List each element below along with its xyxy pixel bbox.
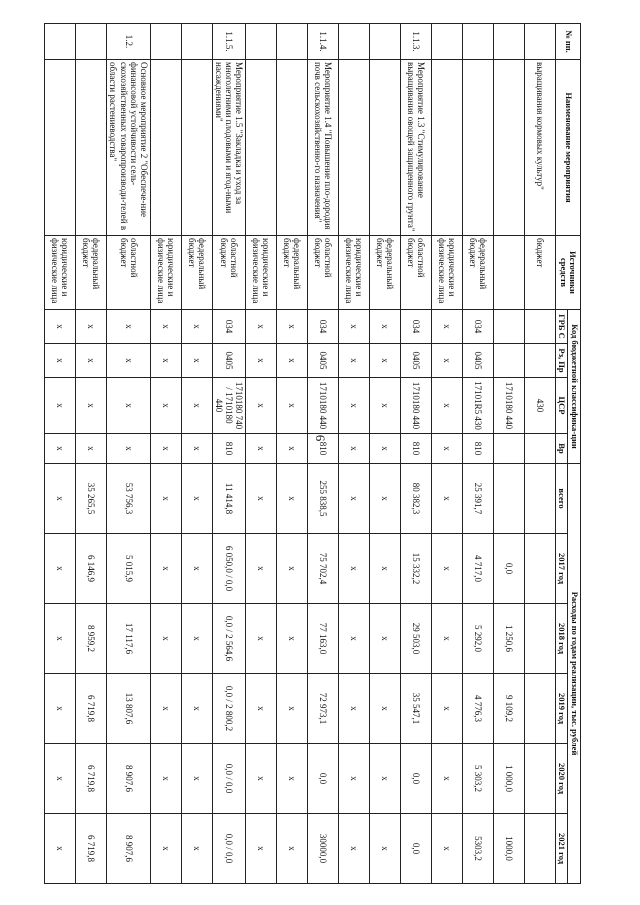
cell-grbs: x — [338, 309, 369, 343]
cell-rzpr: x — [45, 343, 76, 377]
cell-y2021: x — [276, 813, 307, 883]
cell-rzpr: 0405 — [307, 343, 338, 377]
cell-source: федеральный бюджет — [181, 235, 212, 309]
cell-y2020: 5 303,2 — [462, 743, 493, 813]
cell-y2021: x — [338, 813, 369, 883]
cell-csr: 1710180 440 — [400, 377, 431, 433]
cell-total: x — [45, 463, 76, 533]
cell-total: 80 382,3 — [400, 463, 431, 533]
cell-y2017: 6 146,9 — [76, 533, 107, 603]
cell-y2020: x — [338, 743, 369, 813]
table-row — [400, 23, 431, 883]
cell-vr: x — [245, 433, 276, 463]
cell-name — [493, 59, 524, 235]
cell-y2021: x — [181, 813, 212, 883]
cell-y2019: 6 719,8 — [76, 673, 107, 743]
cell-rzpr: x — [245, 343, 276, 377]
cell-grbs: x — [76, 309, 107, 343]
table-row — [338, 23, 369, 883]
cell-csr: x — [76, 377, 107, 433]
header-name: Наименование мероприятия — [555, 59, 580, 235]
cell-name — [45, 59, 76, 235]
cell-y2019: 4 776,3 — [462, 673, 493, 743]
cell-y2019: x — [45, 673, 76, 743]
cell-csr: x — [45, 377, 76, 433]
cell-num — [462, 23, 493, 59]
cell-y2018 — [524, 603, 555, 673]
cell-y2017: x — [276, 533, 307, 603]
header-source: Источники средств — [555, 235, 580, 309]
cell-y2017: 0,0 — [493, 533, 524, 603]
cell-y2020 — [524, 743, 555, 813]
cell-y2020: 0,0 — [400, 743, 431, 813]
cell-y2018: x — [276, 603, 307, 673]
cell-y2021: 6 719,8 — [76, 813, 107, 883]
cell-rzpr: x — [107, 343, 150, 377]
cell-y2018: 5 292,0 — [462, 603, 493, 673]
cell-num — [493, 23, 524, 59]
cell-y2021: x — [245, 813, 276, 883]
cell-y2019: x — [150, 673, 181, 743]
cell-y2020: x — [181, 743, 212, 813]
cell-rzpr: x — [338, 343, 369, 377]
cell-total: x — [245, 463, 276, 533]
cell-num — [150, 23, 181, 59]
cell-y2019: x — [431, 673, 462, 743]
cell-source: юридические и физические лица — [338, 235, 369, 309]
header-2019: 2019 год — [555, 673, 568, 743]
cell-y2020: x — [276, 743, 307, 813]
cell-total — [524, 463, 555, 533]
cell-total: x — [338, 463, 369, 533]
cell-y2017: x — [338, 533, 369, 603]
header-2018: 2018 год — [555, 603, 568, 673]
cell-vr: x — [338, 433, 369, 463]
cell-total: x — [276, 463, 307, 533]
header-2021: 2021 год — [555, 813, 568, 883]
cell-y2021: x — [431, 813, 462, 883]
header-vr: Вр — [555, 433, 568, 463]
cell-y2018: 77 163,0 — [307, 603, 338, 673]
cell-vr: 810 — [462, 433, 493, 463]
cell-y2020: 0,0 / 0,0 — [212, 743, 245, 813]
cell-num — [369, 23, 400, 59]
cell-csr: x — [369, 377, 400, 433]
table-row — [245, 23, 276, 883]
cell-y2020: x — [369, 743, 400, 813]
cell-csr: x — [276, 377, 307, 433]
cell-rzpr: x — [276, 343, 307, 377]
header-grbs: ГРБ С — [555, 309, 568, 343]
cell-y2020: 1 000,0 — [493, 743, 524, 813]
cell-y2020: x — [245, 743, 276, 813]
table-row — [212, 23, 245, 883]
table-body — [45, 23, 556, 883]
cell-y2021: 0,0 / 0,0 — [212, 813, 245, 883]
cell-vr: x — [181, 433, 212, 463]
cell-y2017: x — [181, 533, 212, 603]
cell-name — [245, 59, 276, 235]
cell-num — [338, 23, 369, 59]
cell-y2019 — [524, 673, 555, 743]
cell-csr: 1710180 740 / 1710180 440 — [212, 377, 245, 433]
cell-y2021: 5303,2 — [462, 813, 493, 883]
cell-num — [181, 23, 212, 59]
cell-vr: 810 — [212, 433, 245, 463]
cell-rzpr — [493, 343, 524, 377]
cell-grbs: 034 — [212, 309, 245, 343]
cell-y2017: x — [431, 533, 462, 603]
cell-num — [76, 23, 107, 59]
cell-source: федеральный бюджет — [462, 235, 493, 309]
table-row — [181, 23, 212, 883]
table-row — [493, 23, 524, 883]
cell-y2020: 8 907,6 — [107, 743, 150, 813]
cell-vr: x — [431, 433, 462, 463]
cell-rzpr: x — [181, 343, 212, 377]
cell-y2017 — [524, 533, 555, 603]
cell-source: областной бюджет — [107, 235, 150, 309]
header-code-group: Код бюджетной классифика-ции — [568, 309, 581, 463]
cell-y2018: 29 503,0 — [400, 603, 431, 673]
cell-name — [276, 59, 307, 235]
cell-grbs: x — [107, 309, 150, 343]
cell-y2021: x — [369, 813, 400, 883]
cell-vr: x — [150, 433, 181, 463]
cell-rzpr: x — [150, 343, 181, 377]
cell-total: 255 838,5 — [307, 463, 338, 533]
cell-name: Мероприятие 1.5 "Закладка и уход за многолетними плодовыми и ягод-ными насаждениями" — [212, 59, 245, 235]
cell-source: федеральный бюджет — [369, 235, 400, 309]
cell-grbs: 034 — [307, 309, 338, 343]
cell-csr: 1710180 440 — [493, 377, 524, 433]
table-row — [462, 23, 493, 883]
cell-total: x — [181, 463, 212, 533]
cell-y2018: x — [369, 603, 400, 673]
cell-csr: 17101R5 430 — [462, 377, 493, 433]
cell-y2017: 75 702,4 — [307, 533, 338, 603]
cell-csr: 430 — [524, 377, 555, 433]
cell-y2021: x — [45, 813, 76, 883]
table-row — [524, 23, 555, 883]
cell-y2021 — [524, 813, 555, 883]
cell-source — [493, 235, 524, 309]
cell-vr: x — [369, 433, 400, 463]
cell-name: выращивания кормовых культур" — [524, 59, 555, 235]
cell-vr — [493, 433, 524, 463]
cell-total: 35 265,5 — [76, 463, 107, 533]
table-row — [150, 23, 181, 883]
cell-csr: x — [431, 377, 462, 433]
cell-source: юридические и физические лица — [431, 235, 462, 309]
cell-y2018: x — [338, 603, 369, 673]
cell-y2017: 6 050,0 / 0,0 — [212, 533, 245, 603]
table-row — [369, 23, 400, 883]
cell-source: бюджет — [524, 235, 555, 309]
cell-num — [431, 23, 462, 59]
cell-total: 53 756,3 — [107, 463, 150, 533]
cell-vr: x — [276, 433, 307, 463]
cell-csr: x — [338, 377, 369, 433]
cell-grbs: 034 — [462, 309, 493, 343]
cell-name: Основное мероприятие 2 "Обеспече-ние финансовой устойчивости сель-скохозяйственных товаропроизводи-телей в области растениеводства" — [107, 59, 150, 235]
cell-vr: x — [107, 433, 150, 463]
cell-rzpr: 0405 — [400, 343, 431, 377]
cell-y2018: 8 959,2 — [76, 603, 107, 673]
cell-y2019: 72 973,1 — [307, 673, 338, 743]
cell-y2017: x — [45, 533, 76, 603]
cell-total — [493, 463, 524, 533]
cell-y2021: 0,0 — [400, 813, 431, 883]
cell-name — [338, 59, 369, 235]
cell-csr: x — [107, 377, 150, 433]
cell-y2019: 0,0 / 2 800,2 — [212, 673, 245, 743]
cell-csr: 1710180 440 — [307, 377, 338, 433]
table-row — [45, 23, 76, 883]
table-row — [307, 23, 338, 883]
cell-name — [181, 59, 212, 235]
cell-y2017: x — [150, 533, 181, 603]
cell-source: юридические и физические лица — [150, 235, 181, 309]
cell-y2018: 17 117,6 — [107, 603, 150, 673]
cell-total: 11 414,8 — [212, 463, 245, 533]
cell-y2019: 13 807,6 — [107, 673, 150, 743]
cell-num — [45, 23, 76, 59]
cell-y2020: 6 719,8 — [76, 743, 107, 813]
cell-y2020: x — [45, 743, 76, 813]
header-expenses-group: Расходы по годам реализации, тыс. рублей — [568, 463, 581, 883]
cell-source: областной бюджет — [212, 235, 245, 309]
cell-y2017: 4 717,0 — [462, 533, 493, 603]
cell-num: 1.2. — [107, 23, 150, 59]
cell-y2018: x — [431, 603, 462, 673]
cell-name: Мероприятие 1.4 "Повышение пло-дородия почв сельскохозяйственно-го назначения" — [307, 59, 338, 235]
cell-grbs — [493, 309, 524, 343]
header-2017: 2017 год — [555, 533, 568, 603]
cell-source: областной бюджет — [400, 235, 431, 309]
cell-grbs: x — [245, 309, 276, 343]
cell-y2019: x — [245, 673, 276, 743]
cell-y2019: x — [369, 673, 400, 743]
cell-vr: x — [45, 433, 76, 463]
cell-vr: 810 — [307, 433, 338, 463]
cell-total: x — [431, 463, 462, 533]
cell-y2018: x — [245, 603, 276, 673]
header-num: № пп. — [555, 23, 580, 59]
cell-y2018: x — [181, 603, 212, 673]
cell-num — [245, 23, 276, 59]
cell-grbs: x — [431, 309, 462, 343]
cell-csr: x — [245, 377, 276, 433]
cell-grbs: x — [45, 309, 76, 343]
cell-vr: 810 — [400, 433, 431, 463]
cell-name — [76, 59, 107, 235]
cell-grbs: x — [150, 309, 181, 343]
cell-source: федеральный бюджет — [276, 235, 307, 309]
cell-y2021: x — [150, 813, 181, 883]
cell-rzpr: 0405 — [212, 343, 245, 377]
cell-num: 1.1.3. — [400, 23, 431, 59]
budget-table — [44, 23, 581, 884]
cell-y2019: 35 547,1 — [400, 673, 431, 743]
cell-rzpr: x — [431, 343, 462, 377]
cell-csr: x — [181, 377, 212, 433]
cell-y2017: x — [245, 533, 276, 603]
cell-y2018: 1 250,6 — [493, 603, 524, 673]
cell-source: федеральный бюджет — [76, 235, 107, 309]
cell-y2020: x — [150, 743, 181, 813]
table-row — [76, 23, 107, 883]
cell-name — [462, 59, 493, 235]
cell-num — [524, 23, 555, 59]
cell-name — [431, 59, 462, 235]
cell-name — [369, 59, 400, 235]
cell-rzpr: 0405 — [462, 343, 493, 377]
cell-grbs: x — [181, 309, 212, 343]
budget-table-sheet — [50, 23, 581, 883]
header-2020: 2020 год — [555, 743, 568, 813]
table-row — [276, 23, 307, 883]
header-csr: ЦСР — [555, 377, 568, 433]
cell-y2018: x — [150, 603, 181, 673]
cell-y2018: x — [45, 603, 76, 673]
cell-y2019: 9 109,2 — [493, 673, 524, 743]
cell-vr — [524, 433, 555, 463]
cell-num: 1.1.4. — [307, 23, 338, 59]
cell-csr: x — [150, 377, 181, 433]
cell-vr: x — [76, 433, 107, 463]
cell-num: 1.1.5. — [212, 23, 245, 59]
header-total: всего — [555, 463, 568, 533]
page-number: 6 — [313, 434, 328, 442]
cell-source: юридические и физические лица — [45, 235, 76, 309]
cell-grbs: x — [369, 309, 400, 343]
cell-total: x — [369, 463, 400, 533]
cell-y2019: x — [338, 673, 369, 743]
cell-y2017: 15 332,2 — [400, 533, 431, 603]
cell-rzpr — [524, 343, 555, 377]
cell-grbs: x — [276, 309, 307, 343]
cell-y2019: x — [276, 673, 307, 743]
cell-y2021: 1000,0 — [493, 813, 524, 883]
cell-y2019: x — [181, 673, 212, 743]
cell-y2017: x — [369, 533, 400, 603]
table-row — [107, 23, 150, 883]
cell-y2020: 0,0 — [307, 743, 338, 813]
cell-rzpr: x — [76, 343, 107, 377]
cell-name — [150, 59, 181, 235]
cell-y2018: 0,0 / 2 564,6 — [212, 603, 245, 673]
cell-total: x — [150, 463, 181, 533]
cell-y2017: 5 015,9 — [107, 533, 150, 603]
cell-name: Мероприятие 1.3 "Стимулирование выращивания овощей защищенного грунта" — [400, 59, 431, 235]
cell-num — [276, 23, 307, 59]
cell-grbs — [524, 309, 555, 343]
cell-y2021: 30000,0 — [307, 813, 338, 883]
cell-y2020: x — [431, 743, 462, 813]
cell-grbs: 034 — [400, 309, 431, 343]
cell-source: юридические и физические лица — [245, 235, 276, 309]
cell-source: областной бюджет — [307, 235, 338, 309]
header-rzpr: Рз, Пр — [555, 343, 568, 377]
cell-total: 25 391,7 — [462, 463, 493, 533]
table-row — [431, 23, 462, 883]
cell-y2021: 8 907,6 — [107, 813, 150, 883]
cell-rzpr: x — [369, 343, 400, 377]
